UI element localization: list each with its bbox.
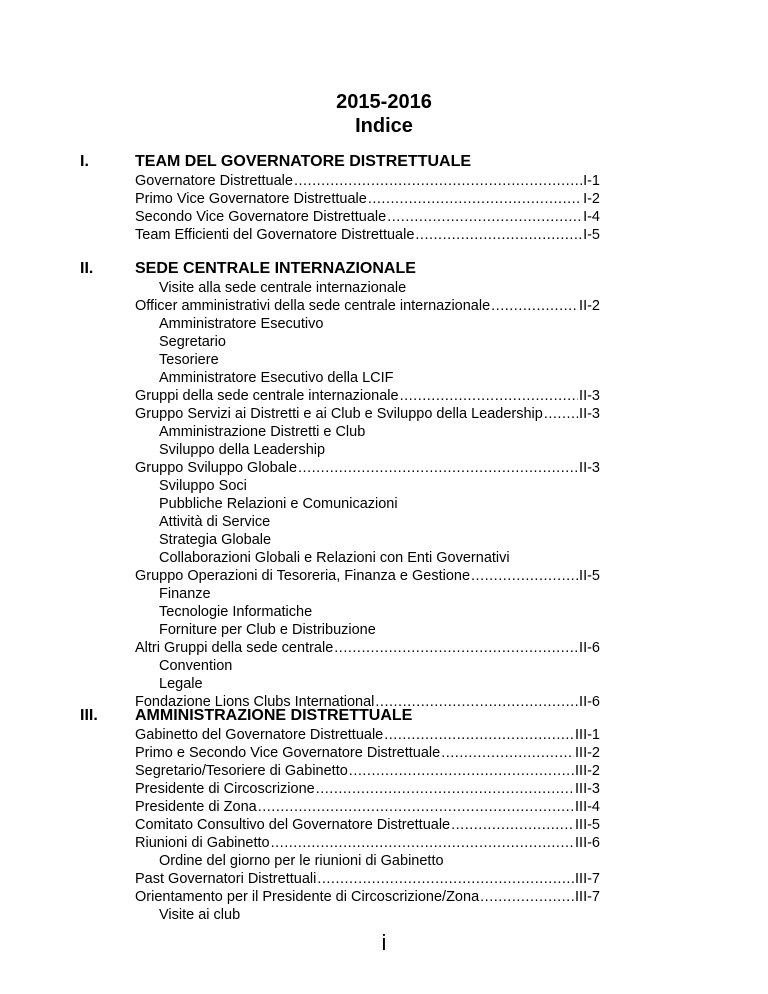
- toc-subentry[interactable]: [135, 657, 600, 675]
- document-year: 2015-2016: [336, 91, 432, 113]
- toc-entry[interactable]: [135, 726, 600, 744]
- dot-leader: [480, 888, 574, 906]
- entry-text: Secondo Vice Governatore Distrettuale: [135, 209, 387, 225]
- entry-text: Riunioni di Gabinetto: [135, 835, 270, 851]
- toc-subentry[interactable]: [135, 495, 600, 513]
- toc-entry[interactable]: [135, 744, 600, 762]
- toc-subentry[interactable]: [135, 333, 600, 351]
- entry-page-number: III-4: [575, 799, 600, 815]
- entry-text: Amministrazione Distretti e Club: [159, 424, 366, 440]
- entry-text: Team Efficienti del Governatore Distrettuale: [135, 227, 415, 243]
- entry-text: Orientamento per il Presidente di Circoscrizione/Zona: [135, 889, 480, 905]
- toc-entry[interactable]: [135, 387, 600, 405]
- toc-subentry[interactable]: [135, 906, 600, 924]
- dot-leader: [298, 459, 578, 477]
- entry-text: Tesoriere: [159, 352, 219, 368]
- entry-text: Amministratore Esecutivo: [159, 316, 324, 332]
- toc-subentry[interactable]: [135, 675, 600, 693]
- toc-entry[interactable]: [135, 208, 600, 226]
- dot-leader: [441, 744, 574, 762]
- entry-text: Gruppo Sviluppo Globale: [135, 460, 298, 476]
- entry-text: Fondazione Lions Clubs International: [135, 694, 375, 710]
- dot-leader: [271, 834, 574, 852]
- entry-text: Finanze: [159, 586, 211, 602]
- entry-page-number: III-5: [575, 817, 600, 833]
- entry-text: Ordine del giorno per le riunioni di Gabinetto: [159, 853, 444, 869]
- entry-text: Segretario: [159, 334, 226, 350]
- entry-text: Altri Gruppi della sede centrale: [135, 640, 334, 656]
- section-numeral: III.: [80, 707, 98, 724]
- dot-leader: [544, 405, 578, 423]
- entry-page-number: I-2: [583, 191, 600, 207]
- dot-leader: [384, 726, 574, 744]
- toc-subentry[interactable]: [135, 279, 600, 297]
- entry-text: Comitato Consultivo del Governatore Distrettuale: [135, 817, 451, 833]
- entry-text: Legale: [159, 676, 203, 692]
- toc-subentry[interactable]: [135, 369, 600, 387]
- entry-text: Gruppo Servizi ai Distretti e ai Club e Sviluppo della Leadership: [135, 406, 543, 422]
- entry-page-number: III-7: [575, 889, 600, 905]
- section-entries: [135, 279, 600, 711]
- entry-text: Tecnologie Informatiche: [159, 604, 313, 620]
- toc-subentry[interactable]: [135, 585, 600, 603]
- toc-entry[interactable]: [135, 762, 600, 780]
- document-title: Indice: [355, 115, 413, 137]
- entry-text: Presidente di Circoscrizione: [135, 781, 315, 797]
- entry-page-number: I-5: [583, 227, 600, 243]
- toc-subentry[interactable]: [135, 513, 600, 531]
- toc-entry[interactable]: [135, 870, 600, 888]
- section-title: TEAM DEL GOVERNATORE DISTRETTUALE: [135, 153, 472, 170]
- dot-leader: [471, 567, 578, 585]
- section-title: SEDE CENTRALE INTERNAZIONALE: [135, 260, 416, 277]
- toc-subentry[interactable]: [135, 315, 600, 333]
- entry-text: Gruppo Operazioni di Tesoreria, Finanza e Gestione: [135, 568, 471, 584]
- toc-subentry[interactable]: [135, 549, 600, 567]
- entry-text: Segretario/Tesoriere di Gabinetto: [135, 763, 348, 779]
- toc-subentry[interactable]: [135, 351, 600, 369]
- entry-page-number: II-3: [579, 460, 600, 476]
- entry-text: Amministratore Esecutivo della LCIF: [159, 370, 394, 386]
- dot-leader: [491, 297, 578, 315]
- entry-page-number: III-7: [575, 871, 600, 887]
- entry-text: Collaborazioni Globali e Relazioni con Enti Governativi: [159, 550, 510, 566]
- entry-page-number: III-1: [575, 727, 600, 743]
- entry-text: Visite alla sede centrale internazionale: [159, 280, 407, 296]
- entry-text: Pubbliche Relazioni e Comunicazioni: [159, 496, 398, 512]
- toc-subentry[interactable]: [135, 423, 600, 441]
- entry-page-number: III-2: [575, 763, 600, 779]
- toc-entry[interactable]: [135, 639, 600, 657]
- section-numeral: I.: [80, 153, 89, 170]
- dot-leader: [294, 172, 582, 190]
- page-number: i: [381, 930, 387, 955]
- entry-text: Presidente di Zona: [135, 799, 257, 815]
- dot-leader: [400, 387, 578, 405]
- entry-page-number: III-6: [575, 835, 600, 851]
- toc-entry[interactable]: [135, 405, 600, 423]
- entry-page-number: II-5: [579, 568, 600, 584]
- toc-entry[interactable]: [135, 816, 600, 834]
- entry-text: Primo e Secondo Vice Governatore Distrettuale: [135, 745, 441, 761]
- entry-text: Strategia Globale: [159, 532, 272, 548]
- toc-entry[interactable]: [135, 780, 600, 798]
- toc-subentry[interactable]: [135, 441, 600, 459]
- entry-page-number: III-2: [575, 745, 600, 761]
- entry-text: Past Governatori Distrettuali: [135, 871, 317, 887]
- dot-leader: [415, 226, 582, 244]
- entry-text: Sviluppo della Leadership: [159, 442, 326, 458]
- toc-entry[interactable]: [135, 459, 600, 477]
- toc-subentry[interactable]: [135, 852, 600, 870]
- dot-leader: [317, 870, 574, 888]
- toc-entry[interactable]: [135, 297, 600, 315]
- section-title: AMMINISTRAZIONE DISTRETTUALE: [135, 707, 413, 724]
- section-entries: [135, 172, 600, 244]
- section-numeral: II.: [80, 260, 94, 277]
- toc-subentry[interactable]: [135, 531, 600, 549]
- entry-text: Visite ai club: [159, 907, 241, 923]
- entry-page-number: II-6: [579, 640, 600, 656]
- entry-text: Sviluppo Soci: [159, 478, 247, 494]
- toc-entry[interactable]: [135, 567, 600, 585]
- entry-text: Primo Vice Governatore Distrettuale: [135, 191, 367, 207]
- entry-page-number: I-4: [583, 209, 600, 225]
- entry-text: Officer amministrativi della sede centrale internazionale: [135, 298, 491, 314]
- dot-leader: [451, 816, 574, 834]
- toc-subentry[interactable]: [135, 477, 600, 495]
- entry-text: Gruppi della sede centrale internazionale: [135, 388, 399, 404]
- entry-text: Governatore Distrettuale: [135, 173, 293, 189]
- entry-page-number: II-3: [579, 406, 600, 422]
- toc-entry[interactable]: [135, 190, 600, 208]
- dot-leader: [387, 208, 582, 226]
- dot-leader: [349, 762, 574, 780]
- entry-text: Gabinetto del Governatore Distrettuale: [135, 727, 384, 743]
- dot-leader: [368, 190, 582, 208]
- toc-entry[interactable]: [135, 226, 600, 244]
- entry-page-number: III-3: [575, 781, 600, 797]
- toc-entry[interactable]: [135, 798, 600, 816]
- entry-text: Convention: [159, 658, 233, 674]
- section-entries: [135, 726, 600, 924]
- dot-leader: [316, 780, 574, 798]
- entry-page-number: II-6: [579, 694, 600, 710]
- entry-text: Attività di Service: [159, 514, 271, 530]
- toc-subentry[interactable]: [135, 603, 600, 621]
- toc-entry[interactable]: [135, 172, 600, 190]
- dot-leader: [334, 639, 578, 657]
- dot-leader: [258, 798, 574, 816]
- entry-page-number: I-1: [583, 173, 600, 189]
- toc-subentry[interactable]: [135, 621, 600, 639]
- toc-entry[interactable]: [135, 834, 600, 852]
- entry-page-number: II-2: [579, 298, 600, 314]
- entry-page-number: II-3: [579, 388, 600, 404]
- toc-entry[interactable]: [135, 888, 600, 906]
- entry-text: Forniture per Club e Distribuzione: [159, 622, 376, 638]
